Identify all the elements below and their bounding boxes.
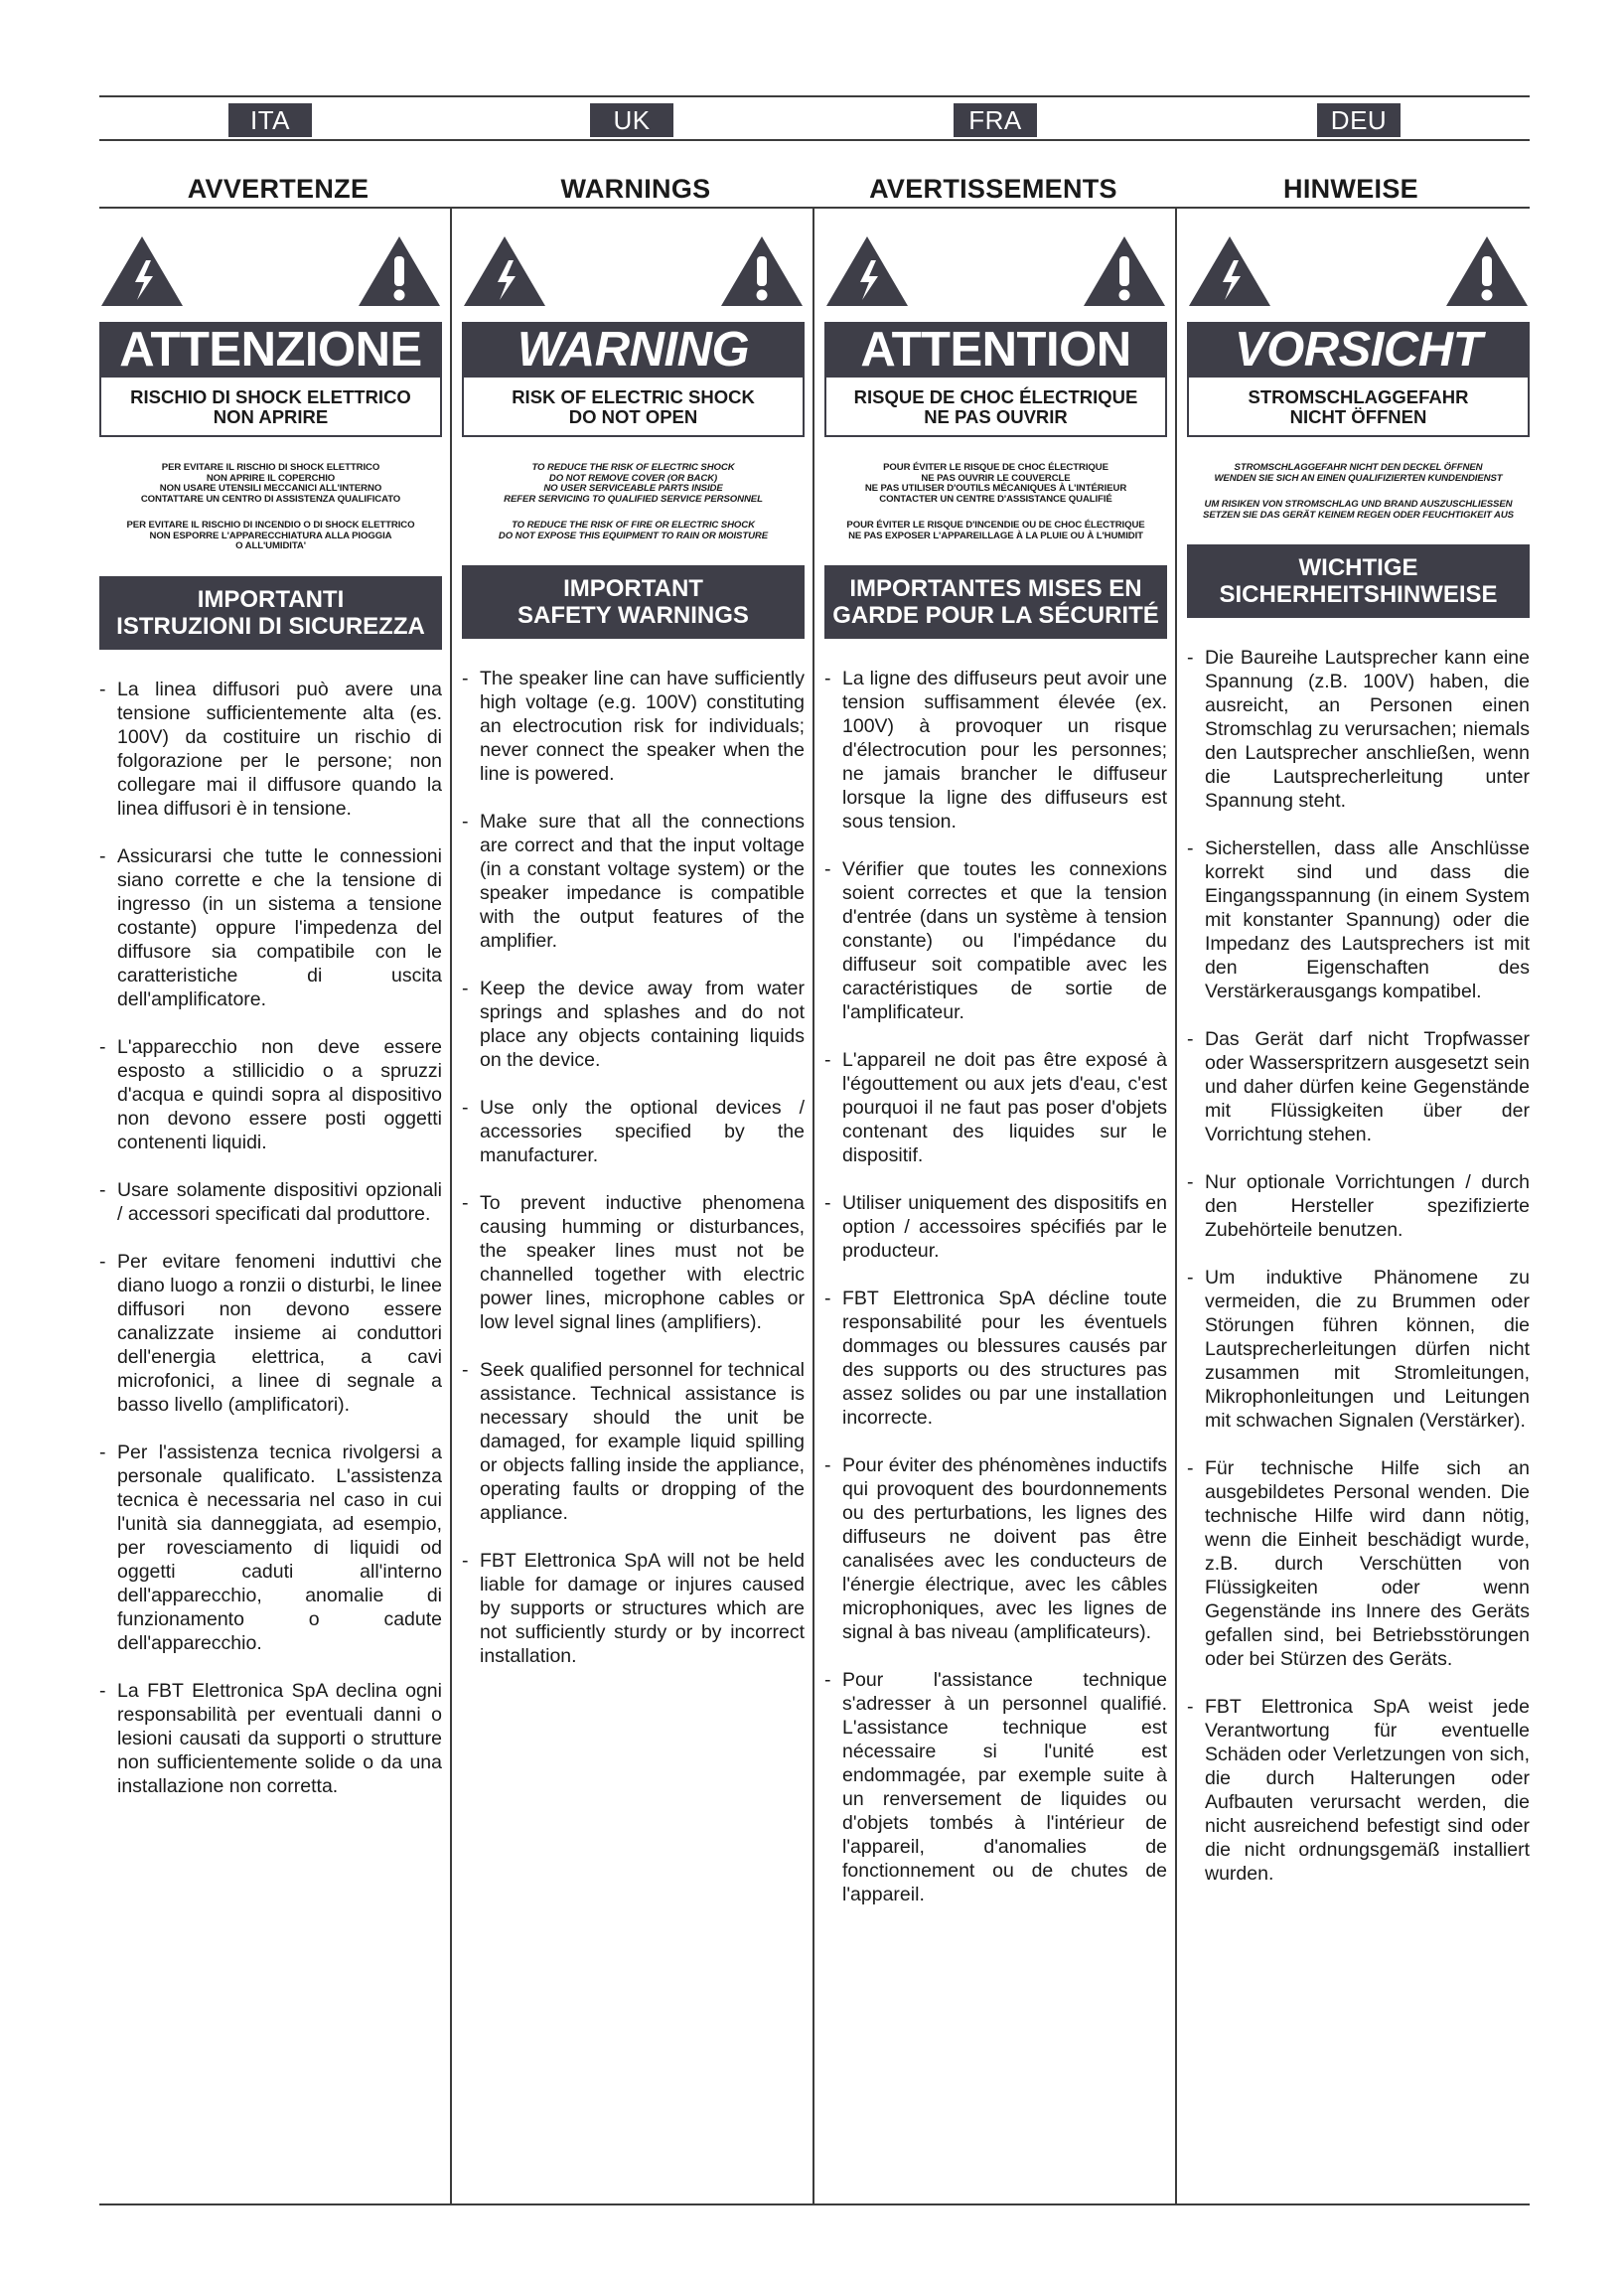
- warning-title: VORSICHT: [1189, 324, 1528, 378]
- exclamation-icon: [719, 234, 805, 308]
- column-ita: [99, 234, 442, 1822]
- top-rule: [99, 95, 1530, 97]
- warning-subtitle-line: DO NOT OPEN: [568, 406, 698, 427]
- fine-print-line: POUR ÉVITER LE RISQUE D'INCENDIE OU DE CHOC ÉLECTRIQUE: [846, 520, 1145, 531]
- list-item: - Sicherstellen, dass alle Anschlüsse korrekt sind und dass die Eingangsspannung (in einem System mit konstanter Spannung) oder die Impedanz des Lautsprechers ist mit den Eigenschaften des Verstärkerausgangs kompatibel.: [1187, 836, 1530, 1003]
- warning-subtitle: [826, 378, 1165, 435]
- fine-print-line: POUR ÉVITER LE RISQUE DE CHOC ÉLECTRIQUE: [883, 462, 1108, 473]
- warning-subtitle: [101, 378, 440, 435]
- language-tab-fra: FRA: [954, 103, 1037, 137]
- fire-fine-print: [462, 521, 805, 541]
- fine-print-line: WENDEN SIE SICH AN EINEN QUALIFIZIERTEN KUNDENDIENST: [1214, 472, 1503, 484]
- safety-title-line: IMPORTANTES MISES EN: [849, 575, 1142, 602]
- list-item: - Nur optionale Vorrichtungen / durch den Hersteller spezifizierte Zubehörteile benutzen.: [1187, 1170, 1530, 1242]
- warning-icons: [824, 234, 1167, 308]
- list-item: - Assicurarsi che tutte le connessioni siano corrette e che la tensione di ingresso (in un sistema a tensione costante) oppure l'impedenza del diffusore sia compatibile con le caratteristiche di uscita dell'amplificatore.: [99, 844, 442, 1011]
- column-divider: [450, 207, 452, 2203]
- fine-print-line: CONTACTER UN CENTRE D'ASSISTANCE QUALIFIÉ: [879, 493, 1112, 505]
- list-item: - FBT Elettronica SpA will not be held liable for damage or injures caused by supports or structures which are not sufficiently sturdy or by incorrect installation.: [462, 1549, 805, 1668]
- fine-print-line: PER EVITARE IL RISCHIO DI SHOCK ELETTRICO: [161, 462, 380, 473]
- list-item: - Pour éviter des phénomènes inductifs qui provoquent des bourdonnements ou des perturbations, les lignes des diffuseurs ne doivent pas être canalisées avec les conducteurs de l'énergie électrique, avec les câbles microphoniques, avec les lignes de signal à bas niveau (amplificateurs).: [824, 1453, 1167, 1644]
- safety-instructions-title: [462, 565, 805, 639]
- list-item: - Keep the device away from water springs and splashes and do not place any objects containing liquids on the device.: [462, 977, 805, 1072]
- heading-row-rule: [99, 207, 1530, 209]
- column-uk: [462, 234, 805, 1692]
- warning-panel: [99, 322, 442, 437]
- fine-print-line: NON USARE UTENSILI MECCANICI ALL'INTERNO: [159, 483, 382, 494]
- list-item: - La ligne des diffuseurs peut avoir une tension suffisamment élevée (ex. 100V) à provoquer un risque d'électrocution pour les personnes; ne jamais brancher le diffuseur lorsque la ligne des diffuseurs est sous tension.: [824, 667, 1167, 834]
- fine-print-line: TO REDUCE THE RISK OF ELECTRIC SHOCK: [531, 462, 735, 473]
- warning-list: [99, 678, 442, 1798]
- list-item: - Per l'assistenza tecnica rivolgersi a personale qualificato. L'assistenza tecnica è necessaria nel caso in cui l'unità sia danneggiata, ad esempio, per rovesciamento di liquidi od oggetti caduti all'interno dell'apparecchio, anomalie di funzionamento o cadute dell'apparecchio.: [99, 1441, 442, 1655]
- safety-title-line: ISTRUZIONI DI SICUREZZA: [116, 612, 425, 640]
- warning-panel: [1187, 322, 1530, 437]
- list-item: - La linea diffusori può avere una tensione sufficientemente alta (es. 100V) da costituire un rischio di folgorazione per le persone; non collegare mai il diffusore quando la linea diffusori è in tensione.: [99, 678, 442, 821]
- warning-panel: [462, 322, 805, 437]
- fine-print-line: NE PAS EXPOSER L'APPAREILLAGE À LA PLUIE OU À L'HUMIDIT: [848, 530, 1143, 541]
- shock-fine-print: [824, 463, 1167, 505]
- list-item: - Um induktive Phänomene zu vermeiden, die zu Brummen oder Störungen führen können, die Lautsprecherleitungen dürfen nicht zusammen mit Stromleitungen, Mikrophonleitungen und Leitungen mit schwachen Signalen (Verstärker).: [1187, 1266, 1530, 1433]
- column-divider: [812, 207, 814, 2203]
- warning-subtitle-line: RISK OF ELECTRIC SHOCK: [512, 386, 755, 407]
- list-item: - FBT Elettronica SpA weist jede Verantwortung für eventuelle Schäden oder Verletzungen von sich, die durch Halterungen oder Aufbauten verursacht werden, die nicht ausreichend befestigt sind oder die nicht ordnungsgemäß installiert wurden.: [1187, 1695, 1530, 1886]
- fire-fine-print: [1187, 500, 1530, 521]
- warning-subtitle-line: NICHT ÖFFNEN: [1289, 406, 1427, 427]
- warning-list: [824, 667, 1167, 1906]
- heading-deu: HINWEISE: [1283, 174, 1418, 204]
- list-item: - Die Baureihe Lautsprecher kann eine Spannung (z.B. 100V) haben, die ausreicht, an Personen einen Stromschlag zu verursachen; niemals den Lautsprecher anschließen, wenn die Lautsprecherleitung unter Spannung steht.: [1187, 646, 1530, 813]
- warning-subtitle-line: RISQUE DE CHOC ÉLECTRIQUE: [853, 386, 1138, 407]
- fine-print-line: NON ESPORRE L'APPARECCHIATURA ALLA PIOGGIA: [149, 530, 392, 541]
- warning-panel: [824, 322, 1167, 437]
- fine-print-line: STROMSCHLAGGEFAHR NICHT DEN DECKEL ÖFFNEN: [1234, 462, 1483, 473]
- safety-title-line: WICHTIGE: [1298, 554, 1418, 581]
- list-item: - Utiliser uniquement des dispositifs en option / accessoires spécifiés par le producteur.: [824, 1191, 1167, 1263]
- heading-fra: AVERTISSEMENTS: [869, 174, 1117, 204]
- bottom-rule: [99, 2203, 1530, 2205]
- column-divider: [1175, 207, 1177, 2203]
- warning-title: WARNING: [464, 324, 803, 378]
- fine-print-line: PER EVITARE IL RISCHIO DI INCENDIO O DI SHOCK ELETTRICO: [126, 520, 415, 531]
- language-tab-uk: UK: [590, 103, 673, 137]
- list-item: - Für technische Hilfe sich an ausgebildetes Personal wenden. Die technische Hilfe wird dann nötig, wenn die Einheit beschädigt wurde, z.B. durch Verschütten von Flüssigkeiten oder wenn Gegenstände ins Innere des Geräts gefallen sind, bei Betriebsstörungen oder bei Stürzen des Geräts.: [1187, 1456, 1530, 1671]
- safety-title-line: GARDE POUR LA SÉCURITÉ: [832, 602, 1159, 629]
- language-tab-deu: DEU: [1317, 103, 1401, 137]
- list-item: - Pour l'assistance technique s'adresser à un personnel qualifié. L'assistance technique est nécessaire si l'unité est endommagée, par exemple suite à un renversement de liquides ou d'objets tombés à l'intérieur de l'appareil, d'anomalies de fonctionnement ou de chutes de l'appareil.: [824, 1668, 1167, 1906]
- safety-instructions-title: [1187, 544, 1530, 618]
- fine-print-line: O ALL'UMIDITA': [235, 540, 306, 551]
- fine-print-line: SETZEN SIE DAS GERÄT KEINEM REGEN ODER FEUCHTIGKEIT AUS: [1203, 509, 1514, 521]
- list-item: - The speaker line can have sufficiently high voltage (e.g. 100V) constituting an electrocution risk for individuals; never connect the speaker when the line is powered.: [462, 667, 805, 786]
- fine-print-line: CONTATTARE UN CENTRO DI ASSISTENZA QUALIFICATO: [140, 493, 401, 505]
- safety-title-line: IMPORTANTI: [197, 585, 345, 613]
- language-tab-ita: ITA: [228, 103, 312, 137]
- warning-title: ATTENTION: [826, 324, 1165, 378]
- warning-subtitle-line: NON APRIRE: [213, 406, 329, 427]
- list-item: - Per evitare fenomeni induttivi che diano luogo a ronzii o disturbi, le linee diffusori non devono essere canalizzate insieme ai conduttori dell'energia elettrica, a cavi microfonici, a linee di segnale a basso livello (amplificatori).: [99, 1250, 442, 1417]
- column-deu: [1187, 234, 1530, 1909]
- fine-print-line: NE PAS UTILISER D'OUTILS MÉCANIQUES À L'INTÉRIEUR: [864, 483, 1127, 494]
- list-item: - Use only the optional devices / accessories specified by the manufacturer.: [462, 1096, 805, 1167]
- warning-subtitle: [464, 378, 803, 435]
- shock-fine-print: [1187, 463, 1530, 484]
- warning-icons: [1187, 234, 1530, 308]
- lightning-bolt-icon: [462, 234, 547, 308]
- safety-instructions-title: [824, 565, 1167, 639]
- fire-fine-print: [824, 521, 1167, 541]
- fine-print-line: NE PAS OUVRIR LE COUVERCLE: [921, 472, 1071, 484]
- list-item: - To prevent inductive phenomena causing humming or disturbances, the speaker lines must not be channelled together with electric power lines, microphone cables or low level signal lines (amplifiers).: [462, 1191, 805, 1334]
- fine-print-line: NON APRIRE IL COPERCHIO: [206, 472, 336, 484]
- warning-subtitle: [1189, 378, 1528, 435]
- list-item: - Seek qualified personnel for technical assistance. Technical assistance is necessary should the unit be damaged, for example liquid spilling or objects falling inside the appliance, operating faults or dropping of the appliance.: [462, 1358, 805, 1525]
- warning-list: [462, 667, 805, 1668]
- shock-fine-print: [462, 463, 805, 505]
- heading-ita: AVVERTENZE: [187, 174, 369, 204]
- list-item: - Das Gerät darf nicht Tropfwasser oder Wasserspritzern ausgesetzt sein und daher dürfen keine Gegenstände mit Flüssigkeiten über der Vorrichtung stehen.: [1187, 1027, 1530, 1146]
- language-tab-row: [99, 103, 1530, 137]
- fine-print-line: TO REDUCE THE RISK OF FIRE OR ELECTRIC SHOCK: [512, 520, 755, 531]
- safety-title-line: IMPORTANT: [563, 575, 703, 602]
- fine-print-line: UM RISIKEN VON STROMSCHLAG UND BRAND AUSZUSCHLIESSEN: [1204, 499, 1513, 510]
- warning-subtitle-line: RISCHIO DI SHOCK ELETTRICO: [130, 386, 411, 407]
- exclamation-icon: [357, 234, 442, 308]
- warning-list: [1187, 646, 1530, 1886]
- list-item: - FBT Elettronica SpA décline toute responsabilité pour les éventuels dommages ou blessures causés par des supports ou des structures pas assez solides ou par une installation incorrecte.: [824, 1287, 1167, 1430]
- lightning-bolt-icon: [824, 234, 910, 308]
- fine-print-line: NO USER SERVICEABLE PARTS INSIDE: [543, 483, 723, 494]
- language-row-rule: [99, 139, 1530, 141]
- warning-title: ATTENZIONE: [101, 324, 440, 378]
- fine-print-line: DO NOT REMOVE COVER (OR BACK): [548, 472, 718, 484]
- section-heading-row: [99, 167, 1530, 211]
- exclamation-icon: [1082, 234, 1167, 308]
- safety-instructions-title: [99, 576, 442, 650]
- exclamation-icon: [1444, 234, 1530, 308]
- shock-fine-print: [99, 463, 442, 505]
- fine-print-line: REFER SERVICING TO QUALIFIED SERVICE PERSONNEL: [504, 493, 763, 505]
- list-item: - L'appareil ne doit pas être exposé à l'égouttement ou aux jets d'eau, c'est pourquoi il ne faut pas poser d'objets contenant des liquides sur le dispositif.: [824, 1048, 1167, 1167]
- safety-title-line: SAFETY WARNINGS: [517, 602, 749, 629]
- list-item: - Make sure that all the connections are correct and that the input voltage (in a constant voltage system) or the speaker impedance is compatible with the output features of the amplifier.: [462, 810, 805, 953]
- warning-icons: [462, 234, 805, 308]
- lightning-bolt-icon: [1187, 234, 1272, 308]
- lightning-bolt-icon: [99, 234, 185, 308]
- list-item: - La FBT Elettronica SpA declina ogni responsabilità per eventuali danni o lesioni causati da supporti o strutture non sufficientemente solide o da una installazione non corretta.: [99, 1679, 442, 1798]
- heading-uk: WARNINGS: [560, 174, 711, 204]
- warning-subtitle-line: STROMSCHLAGGEFAHR: [1248, 386, 1469, 407]
- fine-print-line: DO NOT EXPOSE THIS EQUIPMENT TO RAIN OR MOISTURE: [498, 530, 769, 541]
- list-item: - Vérifier que toutes les connexions soient correctes et que la tension d'entrée (dans un système à tension constante) ou l'impédance du diffuseur soit compatible avec les caractéristiques de sortie de l'amplificateur.: [824, 857, 1167, 1024]
- list-item: - Usare solamente dispositivi opzionali / accessori specificati dal produttore.: [99, 1178, 442, 1226]
- safety-title-line: SICHERHEITSHINWEISE: [1219, 581, 1498, 608]
- column-fra: [824, 234, 1167, 1930]
- warning-subtitle-line: NE PAS OUVRIR: [924, 406, 1068, 427]
- list-item: - L'apparecchio non deve essere esposto a stillicidio o a spruzzi d'acqua e quindi sopra al dispositivo non devono essere posti oggetti contenenti liquidi.: [99, 1035, 442, 1154]
- warning-icons: [99, 234, 442, 308]
- fire-fine-print: [99, 521, 442, 552]
